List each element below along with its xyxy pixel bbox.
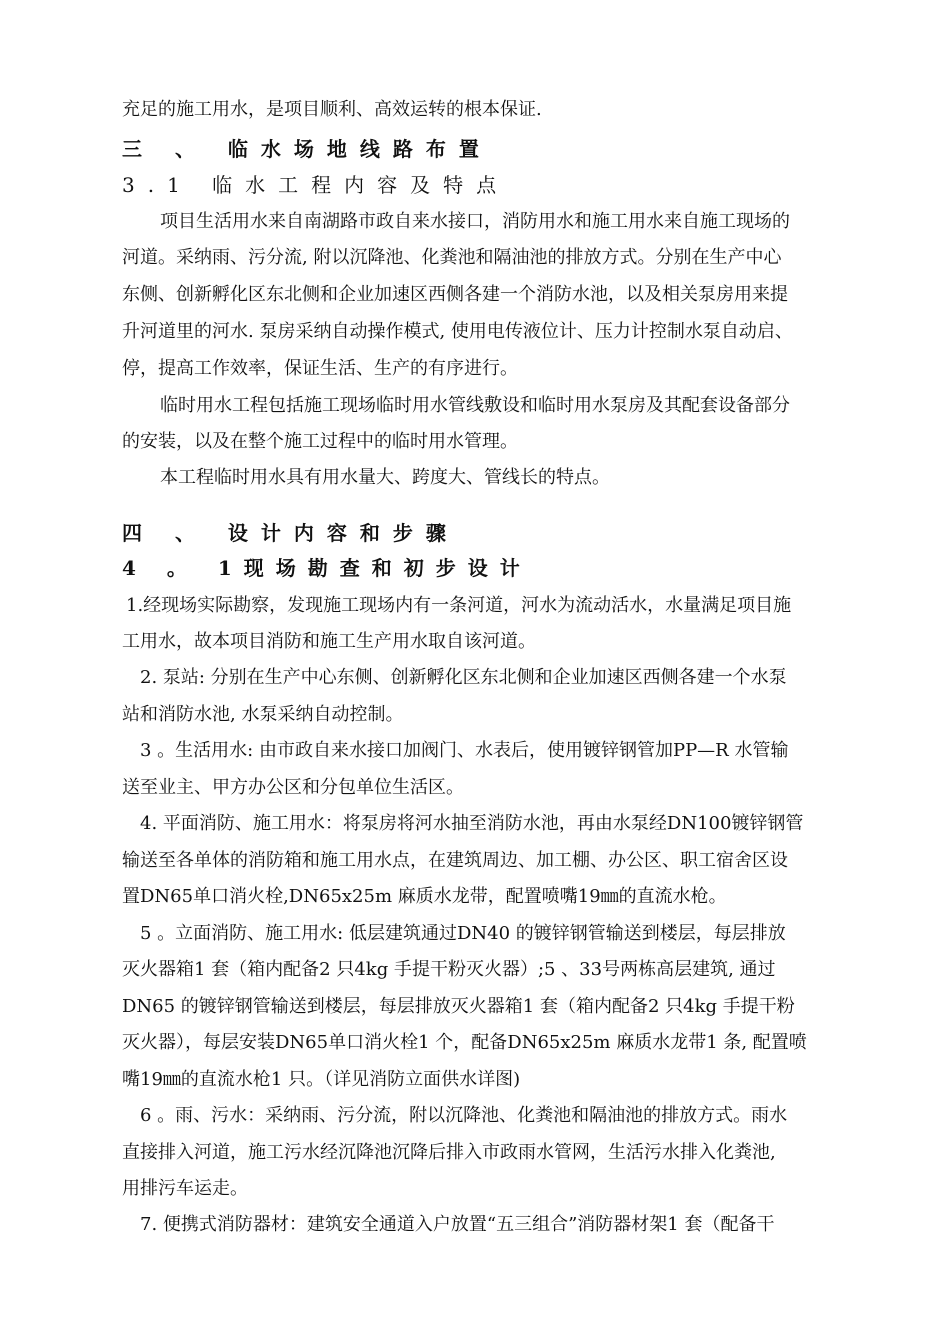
list-item-line: 6 。雨、污水：采纳雨、污分流，附以沉降池、化粪池和隔油池的排放方式。雨水 bbox=[140, 1105, 788, 1126]
paragraph-line: 本工程临时用水具有用水量大、跨度大、管线长的特点。 bbox=[160, 467, 610, 488]
paragraph-line: 东侧、创新孵化区东北侧和企业加速区西侧各建一个消防水池，以及相关泵房用来提 bbox=[122, 284, 788, 305]
subsection-heading-3-1: 3.1 临水工程内容及特点 bbox=[122, 173, 510, 197]
list-item-line: 嘴19㎜的直流水枪1 只。（详见消防立面供水详图) bbox=[122, 1069, 521, 1090]
list-item-line: 3 。生活用水: 由市政自来水接口加阀门、水表后，使用镀锌钢管加PP—R 水管输 bbox=[140, 740, 789, 761]
list-item-line: 用排污车运走。 bbox=[122, 1178, 248, 1199]
paragraph-line: 停，提高工作效率，保证生活、生产的有序进行。 bbox=[122, 358, 518, 379]
paragraph-line: 河道。采纳雨、污分流, 附以沉降池、化粪池和隔油池的排放方式。分别在生产中心 bbox=[122, 247, 782, 268]
paragraph-line: 充足的施工用水，是项目顺利、高效运转的根本保证. bbox=[122, 99, 542, 120]
list-item-line: 直接排入河道，施工污水经沉降池沉降后排入市政雨水管网，生活污水排入化粪池, bbox=[122, 1142, 776, 1163]
subsection-heading-4-1: 4 。 1现场勘查和初步设计 bbox=[122, 556, 532, 580]
list-item-line: 送至业主、甲方办公区和分包单位生活区。 bbox=[122, 777, 464, 798]
section-heading-3: 三 、 临水场地线路布置 bbox=[122, 137, 492, 161]
list-item-line: 灭火器），每层安装DN65单口消火栓1 个，配备DN65x25m 麻质水龙带1 条, 配置喷 bbox=[122, 1032, 807, 1053]
paragraph-line: 的安装，以及在整个施工过程中的临时用水管理。 bbox=[122, 431, 518, 452]
paragraph-line: 临时用水工程包括施工现场临时用水管线敷设和临时用水泵房及其配套设备部分 bbox=[160, 395, 790, 416]
list-item-line: 4. 平面消防、施工用水：将泵房将河水抽至消防水池，再由水泵经DN100镀锌钢管 bbox=[140, 813, 804, 834]
list-item-line: 置DN65单口消火栓,DN65x25m 麻质水龙带，配置喷嘴19㎜的直流水枪。 bbox=[122, 886, 727, 907]
list-item-line: 输送至各单体的消防箱和施工用水点，在建筑周边、加工棚、办公区、职工宿舍区设 bbox=[122, 850, 788, 871]
paragraph-line: 升河道里的河水. 泵房采纳自动操作模式, 使用电传液位计、压力计控制水泵自动启、 bbox=[122, 321, 793, 342]
list-item-line: 7. 便携式消防器材：建筑安全通道入户放置“五三组合”消防器材架1 套（配备干 bbox=[140, 1214, 775, 1235]
list-item-line: 灭火器箱1 套（箱内配备2 只4kg 手提干粉灭火器）;5 、33号两栋高层建筑, 通过 bbox=[122, 959, 776, 980]
paragraph-line: 项目生活用水来自南湖路市政自来水接口，消防用水和施工用水来自施工现场的 bbox=[160, 211, 790, 232]
list-item-line: 2. 泵站: 分别在生产中心东侧、创新孵化区东北侧和企业加速区西侧各建一个水泵 bbox=[140, 667, 787, 688]
list-item-line: 5 。立面消防、施工用水: 低层建筑通过DN40 的镀锌钢管输送到楼层，每层排放 bbox=[140, 923, 786, 944]
list-item-line: 工用水，故本项目消防和施工生产用水取自该河道。 bbox=[122, 631, 536, 652]
section-heading-4: 四 、 设计内容和步骤 bbox=[122, 521, 459, 545]
list-item-line: DN65 的镀锌钢管输送到楼层，每层排放灭火器箱1 套（箱内配备2 只4kg 手提干粉 bbox=[122, 996, 795, 1017]
list-item-line: 1.经现场实际勘察，发现施工现场内有一条河道，河水为流动活水，水量满足项目施 bbox=[126, 595, 792, 616]
list-item-line: 站和消防水池, 水泵采纳自动控制。 bbox=[122, 704, 404, 725]
